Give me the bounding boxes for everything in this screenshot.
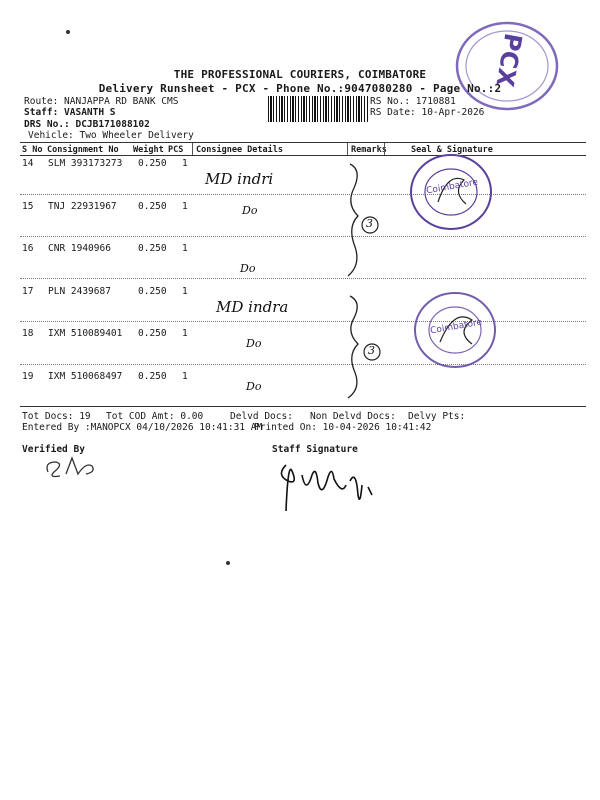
row-sno: 16 (22, 243, 34, 254)
company-title: THE PROFESSIONAL COURIERS, COIMBATORE (173, 68, 427, 81)
row-pcs: 1 (182, 286, 188, 297)
row-consignment: IXM 510068497 (48, 371, 123, 382)
stray-mark (226, 561, 230, 565)
col-divider (192, 143, 193, 155)
entered-by: Entered By :MANOPCX 04/10/2026 10:41:31 AM (22, 422, 263, 433)
row-divider (20, 321, 586, 322)
col-seal: Seal & Signature (411, 145, 493, 155)
row-divider (20, 194, 586, 195)
route-label: Route: NANJAPPA RD BANK CMS (24, 96, 179, 107)
row-divider (20, 364, 586, 365)
row-sno: 17 (22, 286, 34, 297)
row-weight: 0.250 (138, 158, 167, 169)
row-weight: 0.250 (138, 328, 167, 339)
row-pcs: 1 (182, 371, 188, 382)
printed-on: Printed On: 10-04-2026 10:41:42 (254, 422, 432, 433)
handwritten-note: MD indri (205, 170, 274, 188)
handwritten-note: Do (242, 204, 258, 217)
staff-label: Staff: VASANTH S (24, 107, 116, 118)
row-consignment: IXM 510089401 (48, 328, 123, 339)
col-sno: S No (22, 145, 43, 155)
non-delvd-docs: Non Delvd Docs: (310, 411, 396, 422)
row-pcs: 1 (182, 201, 188, 212)
verifier-signature (42, 452, 102, 486)
company-seal (408, 152, 494, 232)
remarks-brace (340, 292, 390, 402)
row-weight: 0.250 (138, 286, 167, 297)
tot-docs: Tot Docs: 19 (22, 411, 91, 422)
seal-city: Coimbatore (425, 177, 479, 197)
row-sno: 15 (22, 201, 34, 212)
rs-no: RS No.: 1710881 (370, 96, 456, 107)
pcx-stamp-text: PCX (490, 31, 528, 89)
row-divider (20, 236, 586, 237)
company-seal (412, 290, 498, 370)
delvd-docs: Delvd Docs: (230, 411, 293, 422)
table-bottom-rule (20, 406, 586, 407)
remark-count: 3 (366, 217, 373, 230)
handwritten-note: Do (246, 337, 262, 350)
handwritten-note: Do (246, 380, 262, 393)
row-consignment: CNR 1940966 (48, 243, 111, 254)
row-consignment: SLM 393173273 (48, 158, 123, 169)
runsheet-subtitle: Delivery Runsheet - PCX - Phone No.:9047080280 - Page No.:2 (98, 82, 502, 95)
row-sno: 19 (22, 371, 34, 382)
remark-count: 3 (368, 344, 375, 357)
drs-label: DRS No.: DCJB171088102 (24, 119, 150, 130)
table-header-rule (20, 155, 586, 156)
col-divider (347, 143, 348, 155)
vehicle-label: Vehicle: Two Wheeler Delivery (28, 130, 194, 141)
row-sno: 18 (22, 328, 34, 339)
barcode (268, 96, 368, 122)
row-sno: 14 (22, 158, 34, 169)
row-pcs: 1 (182, 158, 188, 169)
seal-city: Coimbatore (429, 317, 483, 337)
remarks-brace (340, 160, 390, 280)
col-divider (384, 143, 385, 155)
table-top-rule (20, 142, 586, 143)
col-weight: Weight (133, 145, 164, 155)
row-weight: 0.250 (138, 201, 167, 212)
rs-date: RS Date: 10-Apr-2026 (370, 107, 485, 118)
col-pcs: PCS (168, 145, 184, 155)
row-divider (20, 278, 586, 279)
row-pcs: 1 (182, 328, 188, 339)
verified-by-label: Verified By (22, 444, 85, 455)
col-remarks: Remarks (351, 145, 387, 155)
stray-mark (66, 30, 70, 34)
row-consignment: PLN 2439687 (48, 286, 111, 297)
handwritten-note: MD indra (216, 298, 289, 316)
col-consignee: Consignee Details (196, 145, 283, 155)
row-weight: 0.250 (138, 243, 167, 254)
row-pcs: 1 (182, 243, 188, 254)
col-consignment: Consignment No (47, 145, 119, 155)
pcx-stamp (452, 16, 562, 116)
delvy-pts: Delvy Pts: (408, 411, 466, 422)
tot-cod: Tot COD Amt: 0.00 (106, 411, 204, 422)
row-weight: 0.250 (138, 371, 167, 382)
row-consignment: TNJ 22931967 (48, 201, 117, 212)
staff-signature-label: Staff Signature (272, 444, 358, 455)
staff-signature (272, 455, 382, 519)
handwritten-note: Do (240, 262, 256, 275)
